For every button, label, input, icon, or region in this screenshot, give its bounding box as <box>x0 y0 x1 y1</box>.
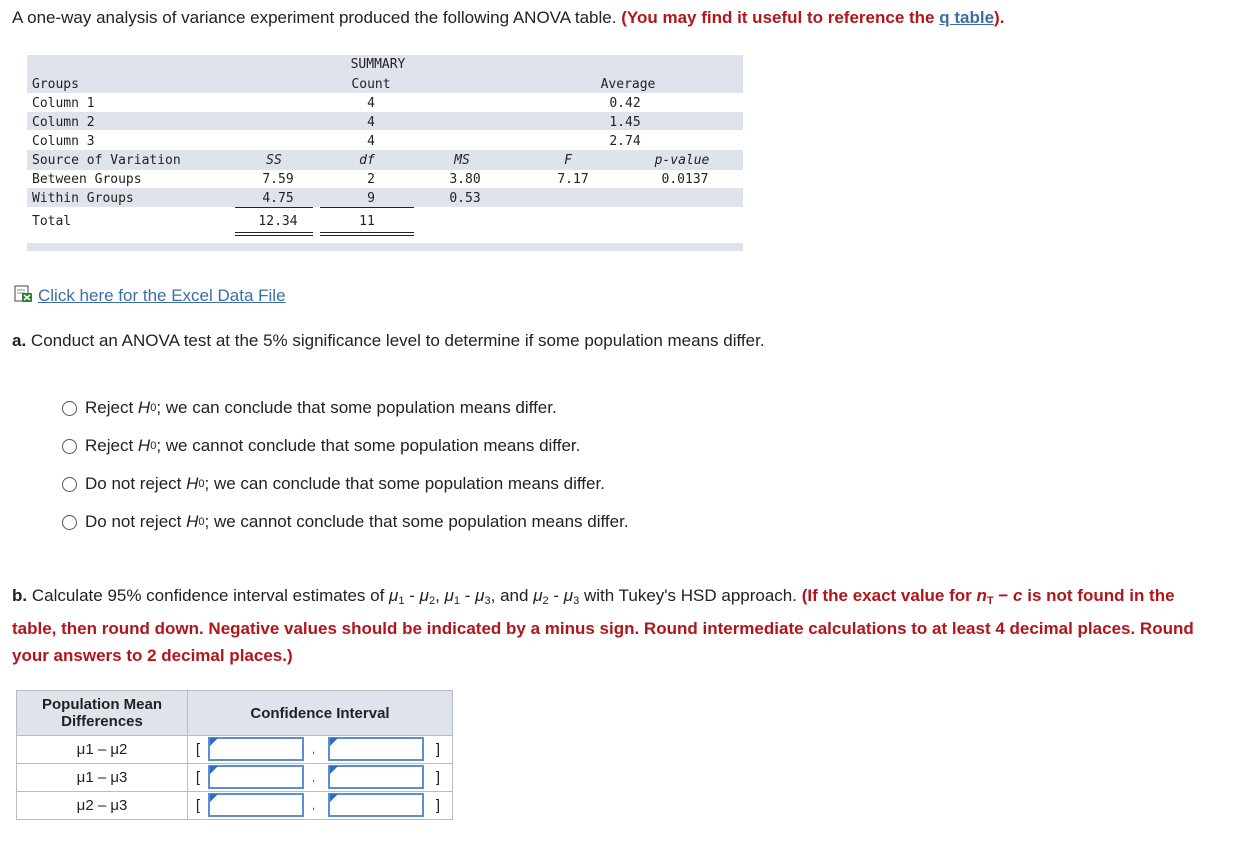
group-count: 4 <box>367 115 375 130</box>
radio-button[interactable] <box>62 401 77 416</box>
row-label: μ1 – μ2 <box>17 736 188 764</box>
excel-data-file-link[interactable]: Click here for the Excel Data File <box>38 286 286 305</box>
table-row <box>17 736 453 764</box>
input-flag-icon <box>330 738 338 746</box>
open-bracket: [ <box>188 792 209 820</box>
bottom-band <box>27 243 743 251</box>
source-header: Source of Variation <box>32 153 181 168</box>
question-intro: A one-way analysis of variance experiment produced the following ANOVA table. (You may find it useful to reference the q table). <box>12 8 1005 27</box>
hint: (You may find it useful to reference the q table). <box>621 8 1005 27</box>
group-name: Column 3 <box>32 134 95 149</box>
input-flag-icon <box>210 738 218 746</box>
ss-header: SS <box>266 153 282 168</box>
group-average: 2.74 <box>609 134 641 149</box>
row-label: μ2 – μ3 <box>17 792 188 820</box>
p-value-header: p-value <box>654 153 710 168</box>
df-value: 11 <box>359 214 375 229</box>
radio-button[interactable] <box>62 477 77 492</box>
table-row <box>17 764 453 792</box>
option-1[interactable]: Reject H 0 ; we can conclude that some population means differ. <box>62 398 557 418</box>
count-header: Count <box>351 77 391 92</box>
confidence-interval-header: Confidence Interval <box>188 691 453 736</box>
ss-underline <box>235 207 313 208</box>
group-count: 4 <box>367 96 375 111</box>
table-row <box>17 792 453 820</box>
source-name: Between Groups <box>32 172 142 187</box>
group-name: Column 1 <box>32 96 95 111</box>
group-count: 4 <box>367 134 375 149</box>
close-bracket: ] <box>420 736 453 764</box>
df-underline <box>320 207 414 208</box>
input-flag-icon <box>330 794 338 802</box>
open-bracket: [ <box>188 736 209 764</box>
close-bracket: ] <box>420 764 453 792</box>
group-average: 0.42 <box>609 96 641 111</box>
f-header: F <box>564 153 572 168</box>
ss-double-underline <box>235 235 313 236</box>
df-double-underline <box>320 235 414 236</box>
summary-label: SUMMARY <box>350 57 406 72</box>
df-value: 2 <box>367 172 375 187</box>
df-value: 9 <box>367 191 375 206</box>
source-name: Total <box>32 214 72 229</box>
df-double-underline <box>320 232 414 233</box>
comma-separator: , <box>312 772 316 784</box>
part-a-question: a. Conduct an ANOVA test at the 5% significance level to determine if some population means differ. <box>12 331 765 350</box>
ss-double-underline <box>235 232 313 233</box>
radio-button[interactable] <box>62 439 77 454</box>
option-2[interactable]: Reject H 0 ; we cannot conclude that some population means differ. <box>62 436 580 456</box>
ms-value: 0.53 <box>449 191 481 206</box>
df-header: df <box>359 153 375 168</box>
q-table-link[interactable]: q table <box>939 8 995 27</box>
part-b-question: b. Calculate 95% confidence interval estimates of $\mu_1 - \mu_2$, $\mu_1 - \mu_3$, and $\mu_2 - \mu_3$ with Tukey's HSD approach. (If the exact value for $n_T - c$ is not found in the table, then round down. Negative values should be indicated by a minus sign. Round intermediate calculations to at least 4 decimal places. Round your answers to 2 decimal places.) <box>12 586 1194 665</box>
ms-header: MS <box>454 153 470 168</box>
ss-value: 12.34 <box>258 214 298 229</box>
input-flag-icon <box>210 766 218 774</box>
f-value: 7.17 <box>557 172 589 187</box>
lower-bound-input[interactable] <box>208 737 304 761</box>
source-name: Within Groups <box>32 191 134 206</box>
p-value: 0.0137 <box>661 172 709 187</box>
upper-bound-input[interactable] <box>328 765 424 789</box>
row-label: μ1 – μ3 <box>17 764 188 792</box>
interval-inputs <box>208 792 420 820</box>
interval-inputs <box>208 736 420 764</box>
excel-file-icon[interactable] <box>14 285 34 303</box>
ss-value: 7.59 <box>262 172 294 187</box>
population-mean-differences-header: Population Mean Differences <box>17 691 188 736</box>
close-bracket: ] <box>420 792 453 820</box>
ss-value: 4.75 <box>262 191 294 206</box>
lower-bound-input[interactable] <box>208 765 304 789</box>
option-4[interactable]: Do not reject H 0 ; we cannot conclude that some population means differ. <box>62 512 629 532</box>
upper-bound-input[interactable] <box>328 793 424 817</box>
input-flag-icon <box>210 794 218 802</box>
open-bracket: [ <box>188 764 209 792</box>
input-flag-icon <box>330 766 338 774</box>
average-header: Average <box>600 77 656 92</box>
upper-bound-input[interactable] <box>328 737 424 761</box>
ms-value: 3.80 <box>449 172 481 187</box>
interval-inputs <box>208 764 420 792</box>
comma-separator: , <box>312 744 316 756</box>
group-average: 1.45 <box>609 115 641 130</box>
radio-button[interactable] <box>62 515 77 530</box>
group-name: Column 2 <box>32 115 95 130</box>
option-3[interactable]: Do not reject H 0 ; we can conclude that some population means differ. <box>62 474 605 494</box>
comma-separator: , <box>312 800 316 812</box>
row-band <box>27 188 743 207</box>
confidence-interval-table <box>16 690 453 820</box>
groups-header: Groups <box>32 77 79 92</box>
lower-bound-input[interactable] <box>208 793 304 817</box>
